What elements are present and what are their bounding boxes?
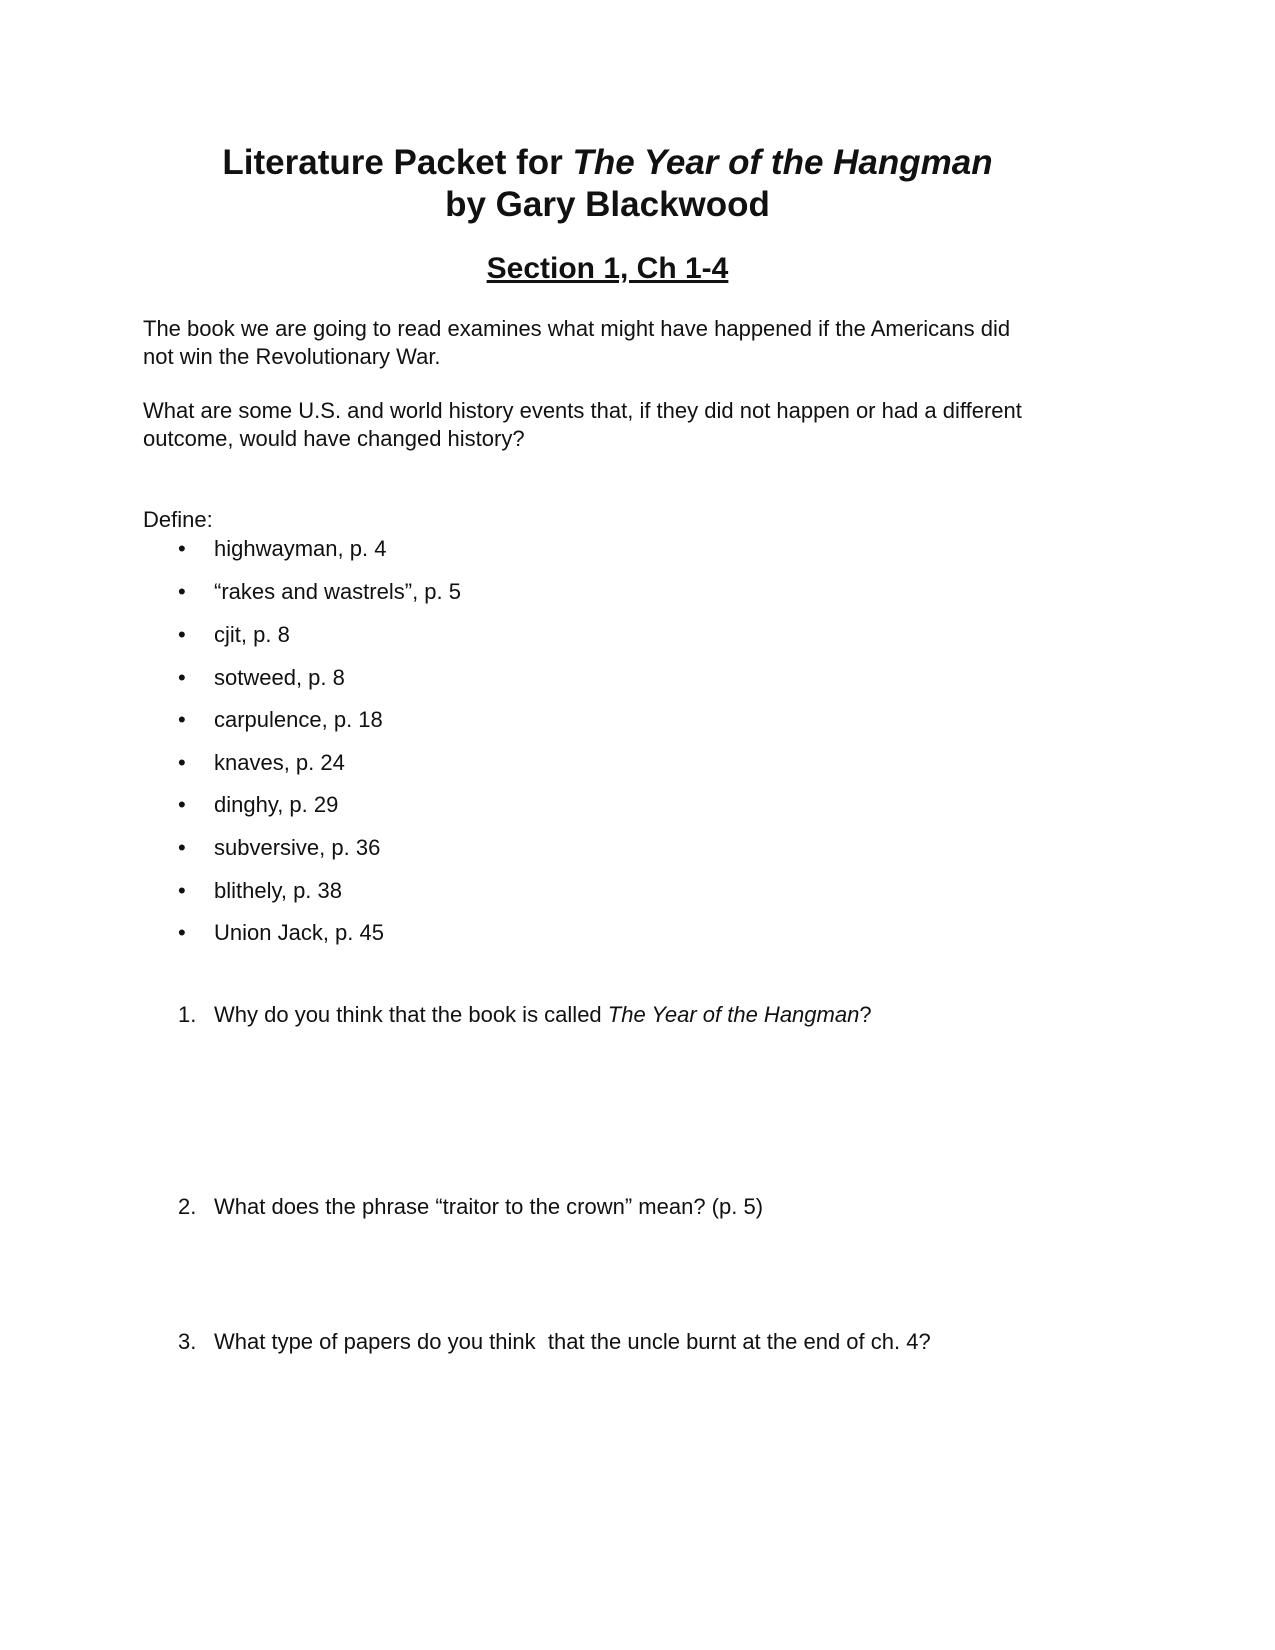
- question-text: What type of papers do you think that the uncle burnt at the end of ch. 4?: [214, 1329, 931, 1354]
- bullet-icon: •: [178, 707, 186, 732]
- question-suffix: ?: [859, 1002, 872, 1027]
- question-number: 3.: [178, 1329, 197, 1354]
- intro-line-1: The book we are going to read examines what might have happened if the Americans did: [143, 316, 1011, 341]
- prompt-line-1: What are some U.S. and world history events that, if they did not happen or had a different: [143, 398, 1022, 423]
- bullet-icon: •: [178, 622, 186, 647]
- vocab-term: sotweed, p. 8: [214, 665, 345, 690]
- vocab-term: knaves, p. 24: [214, 750, 345, 775]
- book-title: The Year of the Hangman: [572, 143, 993, 182]
- author-line: by Gary Blackwood: [445, 185, 770, 224]
- bullet-icon: •: [178, 536, 186, 561]
- bullet-icon: •: [178, 665, 186, 690]
- vocab-term: blithely, p. 38: [214, 878, 343, 903]
- bullet-icon: •: [178, 920, 186, 945]
- section-heading: Section 1, Ch 1-4: [486, 252, 729, 285]
- vocab-term: highwayman, p. 4: [214, 536, 387, 561]
- title-prefix: Literature Packet for: [222, 143, 573, 182]
- bullet-icon: •: [178, 792, 186, 817]
- bullet-icon: •: [178, 750, 186, 775]
- book-title-italic: The Year of the Hangman: [607, 1002, 860, 1027]
- question-number: 1.: [178, 1002, 197, 1027]
- intro-line-2: not win the Revolutionary War.: [143, 344, 441, 369]
- vocab-term: cjit, p. 8: [214, 622, 290, 647]
- define-label: Define:: [143, 507, 213, 532]
- bullet-icon: •: [178, 579, 186, 604]
- prompt-line-2: outcome, would have changed history?: [143, 426, 525, 451]
- bullet-icon: •: [178, 835, 186, 860]
- question-number: 2.: [178, 1194, 197, 1219]
- bullet-icon: •: [178, 878, 186, 903]
- question-text: [214, 1002, 872, 1028]
- question-text: What does the phrase “traitor to the crown” mean? (p. 5): [214, 1194, 764, 1219]
- vocab-term: “rakes and wastrels”, p. 5: [214, 579, 461, 604]
- document-title: [0, 143, 1215, 183]
- question-text-plain: Why do you think that the book is called: [214, 1002, 608, 1027]
- vocab-term: dinghy, p. 29: [214, 792, 339, 817]
- vocab-term: Union Jack, p. 45: [214, 920, 384, 945]
- vocab-term: carpulence, p. 18: [214, 707, 383, 732]
- vocab-term: subversive, p. 36: [214, 835, 381, 860]
